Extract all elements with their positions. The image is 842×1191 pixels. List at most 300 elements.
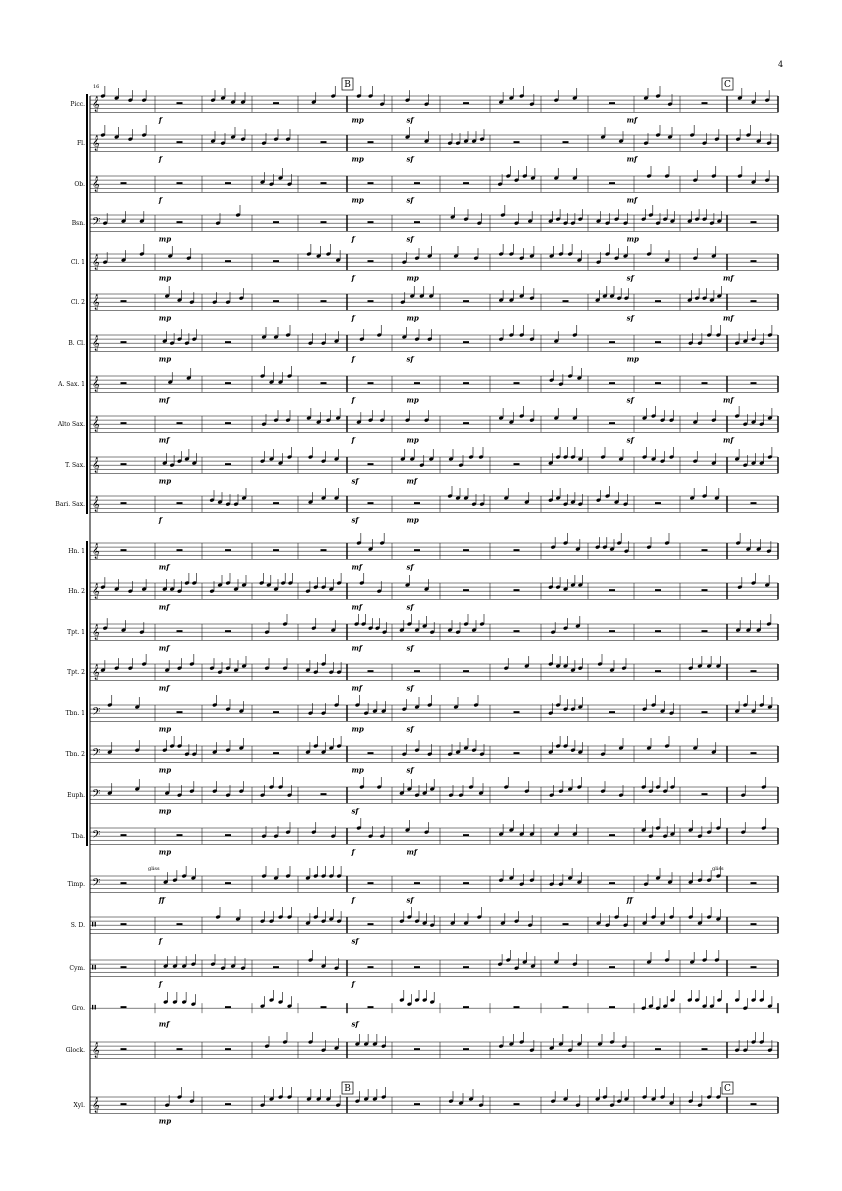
rest (368, 966, 374, 968)
dynamic-f: f (351, 313, 355, 323)
instrument-label: Picc. (70, 101, 85, 109)
rest (368, 260, 374, 262)
rest (225, 422, 231, 424)
instrument-label: S. D. (70, 922, 85, 930)
rest (702, 711, 708, 713)
instrument-label: Ob. (74, 181, 85, 189)
rest (609, 1006, 615, 1008)
rest (751, 670, 757, 672)
treble-clef-icon: 𝄞 (92, 255, 100, 271)
notes (100, 86, 772, 1107)
rest (751, 966, 757, 968)
rest (321, 793, 327, 795)
rest (655, 502, 661, 504)
rest (414, 221, 420, 223)
staff-bsn (90, 215, 778, 231)
treble-clef-icon: 𝄞 (92, 665, 100, 681)
rest (655, 341, 661, 343)
rest (463, 422, 469, 424)
rest (368, 923, 374, 925)
rest (273, 300, 279, 302)
rehearsal-label: B (344, 1084, 351, 1094)
rest (609, 966, 615, 968)
dynamic-sf: sf (406, 765, 414, 775)
rest (609, 182, 615, 184)
rest (609, 382, 615, 384)
rest (273, 966, 279, 968)
staff-cym (90, 960, 778, 976)
rest (655, 1048, 661, 1050)
dynamic-f: f (158, 979, 162, 989)
rest (177, 141, 183, 143)
dynamic-sf: sf (406, 683, 414, 693)
dynamic-mf: mf (722, 313, 734, 323)
instrument-label: Timp. (67, 881, 85, 889)
dynamic-f: f (351, 395, 355, 405)
rest (609, 882, 615, 884)
dynamic-mp: mp (406, 515, 419, 525)
treble-clef-icon: 𝄞 (92, 625, 100, 641)
rest (514, 630, 520, 632)
rest (609, 589, 615, 591)
rest (463, 182, 469, 184)
rest (177, 422, 183, 424)
dynamic-sf: sf (406, 643, 414, 653)
rest (414, 1103, 420, 1105)
dynamic-f: f (158, 515, 162, 525)
treble-clef-icon: 𝄞 (92, 97, 100, 113)
rest (563, 1006, 569, 1008)
dynamic-mp: mp (351, 115, 364, 125)
dynamic-mf: mf (158, 602, 170, 612)
rest (121, 502, 127, 504)
rest (273, 549, 279, 551)
dynamic-sf: sf (351, 936, 359, 946)
rest (655, 630, 661, 632)
rest (225, 1103, 231, 1105)
treble-clef-icon: 𝄞 (92, 136, 100, 152)
rest (414, 502, 420, 504)
rest (121, 834, 127, 836)
rest (225, 1006, 231, 1008)
dynamic-mf: mf (626, 195, 638, 205)
rest (751, 502, 757, 504)
dynamic-f: f (351, 847, 355, 857)
instrument-label: Tpt. 2 (67, 669, 85, 677)
dynamic-mf: mf (626, 115, 638, 125)
treble-clef-icon: 𝄞 (92, 584, 100, 600)
rest (702, 549, 708, 551)
dynamic-sf: sf (351, 806, 359, 816)
rehearsal-mark-b-top (342, 78, 353, 90)
rest (463, 341, 469, 343)
dynamic-mf: mf (722, 273, 734, 283)
rest (321, 182, 327, 184)
rest (121, 422, 127, 424)
rest (177, 102, 183, 104)
rest (702, 630, 708, 632)
instrument-label: Bari. Sax. (55, 501, 85, 509)
rest (177, 711, 183, 713)
rest (414, 882, 420, 884)
instrument-label: Euph. (67, 792, 85, 800)
dynamic-f: f (351, 979, 355, 989)
dynamic-sf: sf (406, 115, 414, 125)
perc1-clef-icon: 𝄥 (92, 1001, 96, 1017)
rest (177, 182, 183, 184)
dynamic-sf: sf (626, 313, 634, 323)
rest (225, 882, 231, 884)
staff-tba (90, 828, 778, 844)
treble-clef-icon: 𝄞 (92, 336, 100, 352)
rest (514, 1103, 520, 1105)
rest (225, 1048, 231, 1050)
dynamic-sf: sf (626, 435, 634, 445)
dynamic-mf: mf (351, 643, 362, 653)
treble-clef-icon: 𝄞 (92, 458, 100, 474)
rest (273, 260, 279, 262)
rest (609, 834, 615, 836)
rest (321, 141, 327, 143)
dynamic-mp: mp (406, 395, 419, 405)
bass-clef-icon: 𝄢 (92, 706, 101, 722)
dynamic-sf: sf (626, 273, 634, 283)
rest (414, 549, 420, 551)
rest (321, 549, 327, 551)
dynamic-mf: mf (351, 602, 362, 612)
staff-fl (90, 135, 778, 151)
rest (368, 382, 374, 384)
rest (463, 1006, 469, 1008)
rest (609, 102, 615, 104)
rest (225, 260, 231, 262)
rest (563, 923, 569, 925)
rest (463, 1048, 469, 1050)
instrument-label: Tbn. 1 (65, 710, 85, 718)
instrument-label: Cym. (69, 965, 85, 973)
rest (751, 221, 757, 223)
dynamic-mf: mf (158, 435, 170, 445)
dynamic-mp: mp (158, 806, 172, 816)
dynamic-f: f (351, 435, 355, 445)
treble-clef-icon: 𝄞 (92, 544, 100, 560)
staff-t-sax (90, 457, 778, 473)
rest (121, 966, 127, 968)
rest (273, 221, 279, 223)
rest (463, 882, 469, 884)
rest (121, 882, 127, 884)
rest (321, 300, 327, 302)
staff-a-sax-1 (90, 376, 778, 392)
rest (514, 752, 520, 754)
staff-hn-1 (90, 543, 778, 559)
rest (514, 589, 520, 591)
dynamic-f: f (158, 195, 162, 205)
dynamic-f: f (351, 895, 355, 905)
rest (368, 502, 374, 504)
rehearsal-label: C (724, 1084, 731, 1094)
instrument-label: Fl. (77, 140, 85, 148)
dynamic-mf: mf (158, 1019, 170, 1029)
perc-clef-icon: 𝄥 (92, 961, 96, 977)
rest (121, 341, 127, 343)
dynamic-mp: mp (406, 313, 419, 323)
instrument-label: Hn. 2 (68, 588, 85, 596)
bass-clef-icon: 𝄢 (92, 877, 101, 893)
rest (751, 882, 757, 884)
dynamic-f: f (351, 273, 355, 283)
dynamic-mf: mf (158, 562, 170, 572)
staff-tpt-2 (90, 664, 778, 680)
rest (514, 711, 520, 713)
dynamic-sf: sf (406, 154, 414, 164)
dynamic-mf: mf (351, 562, 362, 572)
rest (414, 670, 420, 672)
dynamic-mf: mf (722, 435, 734, 445)
page-number: 4 (778, 60, 784, 69)
barlines (86, 94, 778, 1113)
dynamic-mp: mp (351, 724, 364, 734)
rest (463, 382, 469, 384)
rest (514, 463, 520, 465)
staff-glock (90, 1042, 778, 1058)
treble-clef-icon: 𝄞 (92, 177, 100, 193)
rest (702, 589, 708, 591)
rest (368, 882, 374, 884)
rest (751, 260, 757, 262)
staff-bari-sax (90, 496, 778, 512)
rest (463, 102, 469, 104)
dynamic-mp: mp (158, 476, 172, 486)
rest (563, 300, 569, 302)
rest (702, 1048, 708, 1050)
treble-clef-icon: 𝄞 (92, 377, 100, 393)
rehearsal-label: B (344, 80, 351, 90)
dynamic-sf: sf (406, 724, 414, 734)
bass-clef-icon: 𝄢 (92, 829, 101, 845)
rest (121, 923, 127, 925)
rest (702, 102, 708, 104)
rest (368, 670, 374, 672)
rest (121, 382, 127, 384)
treble-clef-icon: 𝄞 (92, 1043, 100, 1059)
rest (414, 1048, 420, 1050)
rest (368, 1006, 374, 1008)
dynamic-f: f (351, 354, 355, 364)
rest (177, 630, 183, 632)
rest (121, 300, 127, 302)
dynamic-mf: mf (722, 395, 734, 405)
rest (121, 182, 127, 184)
dynamic-mp: mp (406, 435, 419, 445)
staff-hn-2 (90, 583, 778, 599)
staff-tbn-1 (90, 705, 778, 721)
rest (177, 549, 183, 551)
rest (751, 1103, 757, 1105)
rest (321, 221, 327, 223)
instrument-label: Tpt. 1 (67, 629, 85, 637)
rest (368, 752, 374, 754)
rest (225, 463, 231, 465)
instrument-label: Cl. 1 (70, 259, 85, 267)
instrument-label: B. Cl. (68, 340, 85, 348)
rest (514, 141, 520, 143)
rest (225, 549, 231, 551)
staff-b-cl (90, 335, 778, 351)
instrument-label: Xyl. (73, 1102, 85, 1110)
rehearsal-label: C (724, 80, 731, 90)
dynamic-sf: sf (406, 354, 414, 364)
dynamic-mp: mp (626, 354, 639, 364)
rest (121, 1048, 127, 1050)
instrument-label: Tbn. 2 (65, 751, 85, 759)
instrument-label: Cl. 2 (70, 299, 85, 307)
dynamic-mp: mp (158, 724, 172, 734)
treble-clef-icon: 𝄞 (92, 497, 100, 513)
treble-clef-icon: 𝄞 (92, 417, 100, 433)
rest (368, 463, 374, 465)
dynamic-mp: mp (158, 765, 172, 775)
bass-clef-icon: 𝄢 (92, 216, 101, 232)
rest (177, 923, 183, 925)
dynamic-sf: sf (626, 395, 634, 405)
rest (655, 670, 661, 672)
rest (121, 1103, 127, 1105)
rest (751, 752, 757, 754)
rest (563, 141, 569, 143)
dynamic-mp: mp (158, 354, 172, 364)
dynamic-mp: mp (406, 273, 419, 283)
rest (463, 670, 469, 672)
rest (177, 502, 183, 504)
dynamic-mf: mf (626, 154, 638, 164)
dynamic-mp: mp (626, 234, 639, 244)
rest (225, 182, 231, 184)
rest (414, 966, 420, 968)
dynamic-sf: sf (406, 562, 414, 572)
staff-alto-sax (90, 416, 778, 432)
dynamic-mp: mp (158, 847, 172, 857)
rest (225, 834, 231, 836)
bass-clef-icon: 𝄢 (92, 747, 101, 763)
rehearsal-mark-c-bottom (722, 1082, 733, 1094)
rest (225, 382, 231, 384)
rest (463, 300, 469, 302)
dynamic-mp: mp (351, 195, 364, 205)
rest (225, 630, 231, 632)
perc-clef-icon: 𝄥 (92, 918, 96, 934)
rehearsal-mark-b-bottom (342, 1082, 353, 1094)
measure-number: 16 (93, 84, 100, 90)
rest (609, 422, 615, 424)
dynamic-mf: mf (158, 643, 170, 653)
rest (702, 382, 708, 384)
rest (321, 1006, 327, 1008)
dynamic-mf: mf (158, 683, 170, 693)
instrument-label: Tba. (71, 833, 85, 841)
rest (463, 589, 469, 591)
dynamic-sf: sf (406, 234, 414, 244)
rest (751, 382, 757, 384)
instrument-label: A. Sax. 1 (58, 381, 85, 389)
rest (655, 589, 661, 591)
rest (121, 1006, 127, 1008)
rest (273, 102, 279, 104)
instrument-label: Gro. (71, 1005, 85, 1013)
staff-ob (90, 176, 778, 192)
instrument-label: T. Sax. (65, 462, 85, 470)
rest (121, 549, 127, 551)
dynamic-f: f (158, 936, 162, 946)
rest (273, 502, 279, 504)
instrument-label: Bsn. (71, 220, 85, 228)
dynamic-ff: ff (158, 895, 165, 905)
woodwind-bracket (86, 94, 88, 514)
rest (273, 752, 279, 754)
rest (368, 300, 374, 302)
rest (751, 923, 757, 925)
bass-clef-icon: 𝄢 (92, 788, 101, 804)
rest (414, 182, 420, 184)
dynamic-ff: ff (626, 895, 633, 905)
treble-clef-icon: 𝄞 (92, 1098, 100, 1114)
dynamic-mp: mp (158, 1116, 172, 1126)
rest (655, 300, 661, 302)
brass-bracket (86, 541, 88, 846)
rest (368, 221, 374, 223)
rest (463, 966, 469, 968)
rest (609, 630, 615, 632)
dynamic-mp: mp (158, 234, 172, 244)
rest (414, 382, 420, 384)
rest (225, 341, 231, 343)
rest (463, 549, 469, 551)
rest (368, 141, 374, 143)
dynamic-f: f (158, 115, 162, 125)
rest (321, 382, 327, 384)
dynamic-f: f (158, 154, 162, 164)
rest (514, 1006, 520, 1008)
gliss-label: gliss (712, 866, 724, 872)
dynamic-sf: sf (406, 195, 414, 205)
dynamic-f: f (351, 234, 355, 244)
instrument-label: Glock. (65, 1047, 85, 1055)
dynamic-sf: sf (406, 895, 414, 905)
dynamic-mf: mf (351, 683, 362, 693)
staff-xyl (90, 1097, 778, 1113)
gliss-label: gliss (148, 866, 160, 872)
dynamic-mp: mp (158, 313, 172, 323)
rest (121, 463, 127, 465)
rest (609, 341, 615, 343)
rest (514, 382, 520, 384)
staff-system (90, 96, 778, 1113)
dynamic-mp: mp (158, 273, 172, 283)
instrument-label: Alto Sax. (57, 421, 85, 429)
rest (655, 382, 661, 384)
rest (702, 793, 708, 795)
rest (463, 834, 469, 836)
rest (368, 182, 374, 184)
rest (609, 711, 615, 713)
dynamic-mf: mf (406, 476, 417, 486)
instrument-label: Hn. 1 (68, 548, 85, 556)
staff-picc (90, 96, 778, 112)
treble-clef-icon: 𝄞 (92, 295, 100, 311)
dynamic-sf: sf (351, 476, 359, 486)
rest (514, 549, 520, 551)
dynamic-mp: mp (351, 154, 364, 164)
